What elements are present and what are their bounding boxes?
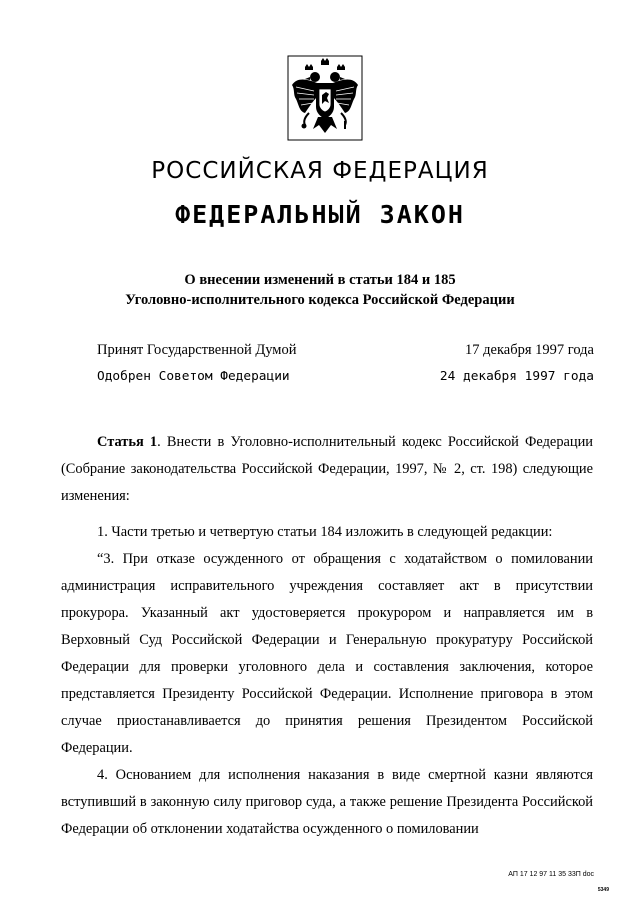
document-type-heading: ФЕДЕРАЛЬНЫЙ ЗАКОН xyxy=(175,200,465,229)
law-title-line-1: О внесении изменений в статьи 184 и 185 xyxy=(184,272,456,288)
article-label: Статья 1 xyxy=(97,434,158,450)
adopted-date: 17 декабря 1997 года xyxy=(465,342,594,358)
approved-date: 24 декабря 1997 года xyxy=(439,369,594,384)
adopted-label: Принят Государственной Думой xyxy=(97,342,297,358)
country-heading: РОССИЙСКАЯ ФЕДЕРАЦИЯ xyxy=(151,158,489,184)
page-number: 5349 xyxy=(597,887,609,893)
document-code: АП 17 12 97 11 35 33П doc xyxy=(508,871,594,878)
approved-label: Одобрен Советом Федерации xyxy=(97,369,290,384)
point-1-paragraph: 1. Части третью и четвертую статьи 184 изложить в следующей редакции: xyxy=(97,524,553,540)
coat-of-arms-icon xyxy=(287,55,363,141)
part-4-paragraph: 4. Основанием для исполнения наказания в виде смертной казни являются вступивший в законную силу приговор суда, а также решение Президента Российской Федерации об отклонении ходатайства осужденного о помиловании xyxy=(61,767,593,837)
part-3-paragraph: “3. При отказе осужденного от обращения с ходатайством о помиловании администрация исправительного учреждения составляет акт в присутствии прокурора. Указанный акт удостоверяется прокурором и направляется им в Верховный Суд Российской Федерации и Генеральную прокуратуру Российской Федерации для проверки уголовного дела и составления заключения, которое представляется Президенту Российской Федерации. Исполнение приговора в этом случае приостанавливается до принятия решения Президентом Российской Федерации. xyxy=(61,551,593,756)
law-body xyxy=(61,429,593,843)
law-title-line-2: Уголовно-исполнительного кодекса Российской Федерации xyxy=(125,292,515,308)
article-intro: . Внести в Уголовно-исполнительный кодекс Российской Федерации (Собрание законодательства Российской Федерации, 1997, № 2, ст. 198) следующие изменения: xyxy=(61,434,593,504)
law-title xyxy=(0,270,640,310)
article-1-paragraph xyxy=(61,429,593,510)
